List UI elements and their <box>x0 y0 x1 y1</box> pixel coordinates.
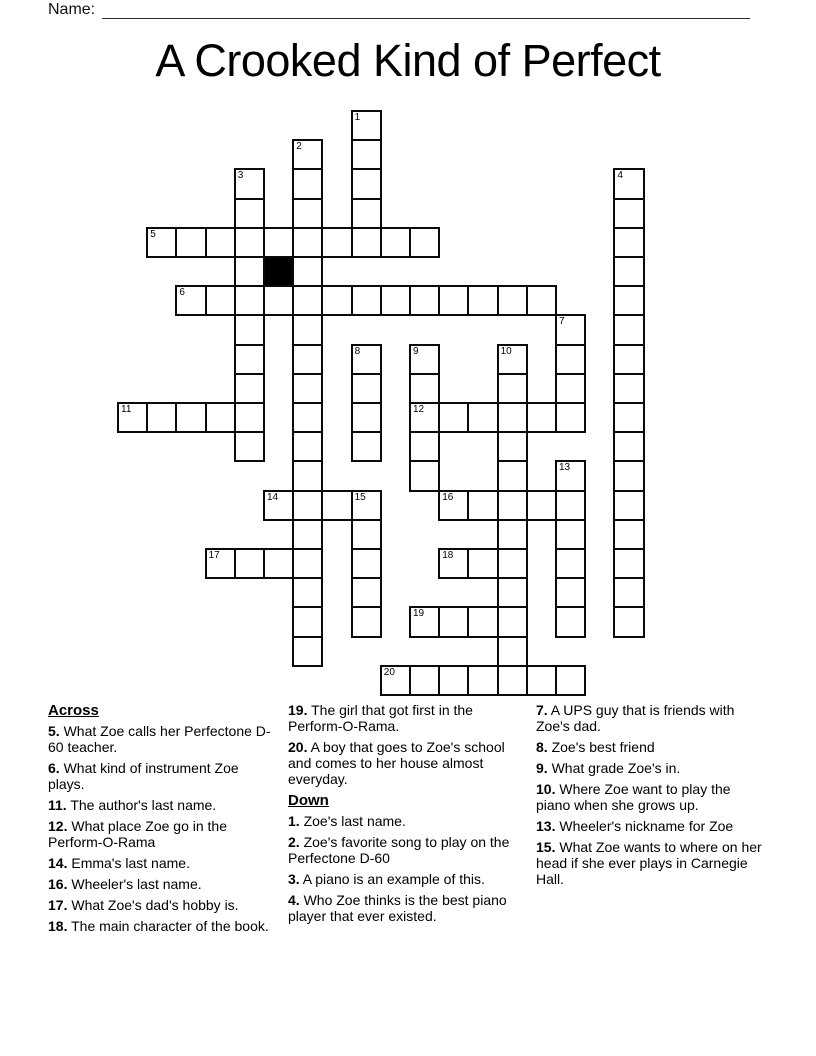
clue-number: 12. <box>48 818 68 834</box>
grid-cell[interactable] <box>234 344 265 375</box>
clue-14: 14. Emma's last name. <box>48 855 190 871</box>
name-label: Name: <box>48 1 96 18</box>
grid-cell[interactable] <box>234 227 265 258</box>
grid-cell[interactable] <box>351 344 382 375</box>
grid-cell[interactable] <box>205 227 236 258</box>
grid-cell[interactable] <box>438 402 469 433</box>
grid-cell[interactable] <box>613 344 644 375</box>
clue-12: 12. What place Zoe go in the Perform-O-Rama <box>48 818 228 850</box>
clue-5: 5. What Zoe calls her Perfectone D-60 teacher. <box>48 723 271 755</box>
grid-cell[interactable] <box>613 577 644 608</box>
clue-7: 7. A UPS guy that is friends with Zoe's dad. <box>536 702 735 734</box>
grid-cell[interactable] <box>438 490 469 521</box>
grid-cell[interactable] <box>351 198 382 229</box>
grid-cell[interactable] <box>497 285 528 316</box>
grid-cell[interactable] <box>438 548 469 579</box>
grid-cell[interactable] <box>438 285 469 316</box>
cell-number: 10 <box>500 345 512 357</box>
grid-cell[interactable] <box>292 198 323 229</box>
grid-cell[interactable] <box>351 606 382 637</box>
grid-cell[interactable] <box>555 314 586 345</box>
cell-number: 12 <box>413 404 425 415</box>
grid-cell[interactable] <box>380 285 411 316</box>
grid-cell[interactable] <box>613 373 644 404</box>
clue-19: 19. The girl that got first in the Perform-O-Rama. <box>288 702 473 734</box>
clue-column-3 <box>536 702 766 892</box>
grid-cell[interactable] <box>292 256 323 287</box>
cell-number: 20 <box>383 666 395 678</box>
grid-cell[interactable] <box>234 168 265 199</box>
grid-cell[interactable] <box>351 227 382 258</box>
grid-cell[interactable] <box>292 490 323 521</box>
cell-number: 5 <box>150 228 156 240</box>
grid-cell[interactable] <box>292 402 323 433</box>
grid-cell[interactable] <box>263 548 294 579</box>
page-title: A Crooked Kind of Perfect <box>155 35 661 86</box>
grid-cell[interactable] <box>497 490 528 521</box>
grid-cell[interactable] <box>497 548 528 579</box>
grid-cell[interactable] <box>613 227 644 258</box>
grid-cell[interactable] <box>292 344 323 375</box>
cell-number: 4 <box>617 170 623 182</box>
grid-cell[interactable] <box>292 314 323 345</box>
grid-cell[interactable] <box>555 519 586 550</box>
grid-cell[interactable] <box>205 548 236 579</box>
grid-cell[interactable] <box>292 431 323 462</box>
grid-cell[interactable] <box>234 548 265 579</box>
grid-cell[interactable] <box>497 344 528 375</box>
clue-number: 1. <box>288 813 300 829</box>
grid-cell[interactable] <box>438 606 469 637</box>
clue-number: 18. <box>48 918 68 934</box>
grid-cell[interactable] <box>467 490 498 521</box>
grid-cell[interactable] <box>292 636 323 667</box>
grid-cell[interactable] <box>613 431 644 462</box>
black-cell <box>263 256 294 287</box>
grid-cell[interactable] <box>555 344 586 375</box>
grid-cell[interactable] <box>351 110 382 141</box>
cell-number: 18 <box>442 550 454 561</box>
clue-number: 19. <box>288 702 308 718</box>
grid-cell[interactable] <box>497 519 528 550</box>
grid-cell[interactable] <box>380 227 411 258</box>
grid-cell[interactable] <box>613 606 644 637</box>
grid-cell[interactable] <box>351 431 382 462</box>
grid-cell[interactable] <box>409 402 440 433</box>
cell-number: 6 <box>179 287 185 299</box>
grid-cell[interactable] <box>351 490 382 521</box>
grid-cell[interactable] <box>351 402 382 433</box>
grid-cell[interactable] <box>205 402 236 433</box>
clue-number: 11. <box>48 797 67 813</box>
grid-cell[interactable] <box>409 285 440 316</box>
cell-number: 9 <box>413 345 419 357</box>
grid-cell[interactable] <box>467 548 498 579</box>
grid-cell[interactable] <box>234 285 265 316</box>
grid-cell[interactable] <box>292 168 323 199</box>
grid-cell[interactable] <box>409 606 440 637</box>
grid-cell[interactable] <box>526 490 557 521</box>
grid-cell[interactable] <box>234 402 265 433</box>
grid-cell[interactable] <box>526 665 557 696</box>
grid-cell[interactable] <box>438 665 469 696</box>
grid-cell[interactable] <box>555 665 586 696</box>
grid-cell[interactable] <box>409 227 440 258</box>
clue-number: 3. <box>288 871 300 887</box>
clue-number: 16. <box>48 876 68 892</box>
grid-cell[interactable] <box>613 460 644 491</box>
clue-number: 10. <box>536 781 556 797</box>
grid-cell[interactable] <box>292 519 323 550</box>
grid-cell[interactable] <box>234 314 265 345</box>
grid-cell[interactable] <box>292 548 323 579</box>
grid-cell[interactable] <box>555 548 586 579</box>
cell-number: 14 <box>267 491 279 503</box>
grid-cell[interactable] <box>409 344 440 375</box>
cell-number: 17 <box>208 550 220 561</box>
grid-cell[interactable] <box>351 139 382 170</box>
grid-cell[interactable] <box>292 577 323 608</box>
grid-cell[interactable] <box>234 198 265 229</box>
clue-number: 6. <box>48 760 60 776</box>
clue-4: 4. Who Zoe thinks is the best piano player that ever existed. <box>288 892 507 924</box>
clue-16: 16. Wheeler's last name. <box>48 876 202 892</box>
clue-number: 13. <box>536 818 556 834</box>
clue-number: 2. <box>288 834 300 850</box>
grid-cell[interactable] <box>613 548 644 579</box>
clue-number: 8. <box>536 739 548 755</box>
cell-number: 16 <box>442 491 454 503</box>
grid-cell[interactable] <box>409 431 440 462</box>
grid-cell[interactable] <box>321 227 352 258</box>
cell-number: 2 <box>296 141 302 153</box>
clue-1: 1. Zoe's last name. <box>288 813 406 829</box>
cell-number: 15 <box>354 491 366 503</box>
grid-cell[interactable] <box>613 519 644 550</box>
grid-cell[interactable] <box>351 548 382 579</box>
grid-cell[interactable] <box>526 285 557 316</box>
clue-number: 14. <box>48 855 68 871</box>
grid-cell[interactable] <box>292 460 323 491</box>
cell-number: 11 <box>121 404 132 415</box>
grid-cell[interactable] <box>351 285 382 316</box>
grid-cell[interactable] <box>409 665 440 696</box>
grid-cell[interactable] <box>467 606 498 637</box>
cell-number: 13 <box>559 462 571 474</box>
clue-13: 13. Wheeler's nickname for Zoe <box>536 818 734 834</box>
grid-cell[interactable] <box>351 519 382 550</box>
cell-number: 19 <box>413 608 425 620</box>
grid-cell[interactable] <box>146 227 177 258</box>
grid-cell[interactable] <box>555 373 586 404</box>
grid-cell[interactable] <box>263 490 294 521</box>
grid-cell[interactable] <box>555 577 586 608</box>
clue-8: 8. Zoe's best friend <box>536 739 655 755</box>
clue-9: 9. What grade Zoe's in. <box>536 760 681 776</box>
clue-3: 3. A piano is an example of this. <box>288 871 485 887</box>
grid-cell[interactable] <box>263 285 294 316</box>
grid-cell[interactable] <box>175 285 206 316</box>
grid-cell[interactable] <box>409 373 440 404</box>
grid-cell[interactable] <box>117 402 148 433</box>
grid-cell[interactable] <box>555 606 586 637</box>
grid-cell[interactable] <box>467 402 498 433</box>
down-clues-header: Down <box>288 792 329 809</box>
cell-number: 8 <box>354 345 361 357</box>
clue-17: 17. What Zoe's dad's hobby is. <box>48 897 239 913</box>
grid-cell[interactable] <box>497 460 528 491</box>
grid-cell[interactable] <box>205 285 236 316</box>
grid-cell[interactable] <box>409 460 440 491</box>
grid-cell[interactable] <box>613 314 644 345</box>
cell-number: 3 <box>237 170 244 182</box>
grid-cell[interactable] <box>613 256 644 287</box>
grid-cell[interactable] <box>146 402 177 433</box>
grid-cell[interactable] <box>292 227 323 258</box>
grid-cell[interactable] <box>351 577 382 608</box>
grid-cell[interactable] <box>497 402 528 433</box>
clue-20: 20. A boy that goes to Zoe's school and comes to her house almost everyday. <box>288 739 505 787</box>
grid-cell[interactable] <box>175 227 206 258</box>
grid-cell[interactable] <box>263 227 294 258</box>
grid-cell[interactable] <box>234 373 265 404</box>
clue-15: 15. What Zoe wants to where on her head if she ever plays in Carnegie Hall. <box>536 839 762 887</box>
grid-cell[interactable] <box>292 139 323 170</box>
clue-2: 2. Zoe's favorite song to play on the Perfectone D-60 <box>288 834 510 866</box>
clue-number: 15. <box>536 839 556 855</box>
grid-cell[interactable] <box>497 665 528 696</box>
grid-cell[interactable] <box>497 373 528 404</box>
grid-cell[interactable] <box>234 431 265 462</box>
cell-number: 1 <box>354 112 361 123</box>
grid-cell[interactable] <box>292 606 323 637</box>
grid-cell[interactable] <box>613 285 644 316</box>
clue-number: 5. <box>48 723 60 739</box>
grid-cell[interactable] <box>613 168 644 199</box>
clue-number: 20. <box>288 739 308 755</box>
grid-cell[interactable] <box>555 460 586 491</box>
grid-cell[interactable] <box>497 606 528 637</box>
clue-6: 6. What kind of instrument Zoe plays. <box>48 760 239 792</box>
clue-11: 11. The author's last name. <box>48 797 217 813</box>
clue-number: 9. <box>536 760 548 776</box>
grid-cell[interactable] <box>467 665 498 696</box>
grid-cell[interactable] <box>497 431 528 462</box>
grid-cell[interactable] <box>351 373 382 404</box>
grid-cell[interactable] <box>613 402 644 433</box>
grid-cell[interactable] <box>351 168 382 199</box>
across-clues-header: Across <box>48 702 99 719</box>
clue-number: 7. <box>536 702 548 718</box>
clue-number: 17. <box>48 897 68 913</box>
grid-cell[interactable] <box>467 285 498 316</box>
grid-cell[interactable] <box>321 490 352 521</box>
grid-cell[interactable] <box>175 402 206 433</box>
grid-cell[interactable] <box>380 665 411 696</box>
grid-cell[interactable] <box>555 402 586 433</box>
grid-cell[interactable] <box>526 402 557 433</box>
grid-cell[interactable] <box>321 285 352 316</box>
grid-cell[interactable] <box>234 256 265 287</box>
clue-column-2 <box>288 702 526 929</box>
cell-number: 7 <box>559 316 565 328</box>
grid-cell[interactable] <box>613 198 644 229</box>
grid-cell[interactable] <box>292 373 323 404</box>
grid-cell[interactable] <box>497 577 528 608</box>
clue-10: 10. Where Zoe want to play the piano when she grows up. <box>536 781 731 813</box>
clue-18: 18. The main character of the book. <box>48 918 269 934</box>
clue-number: 4. <box>288 892 300 908</box>
grid-cell[interactable] <box>613 490 644 521</box>
grid-cell[interactable] <box>497 636 528 667</box>
grid-cell[interactable] <box>292 285 323 316</box>
grid-cell[interactable] <box>555 490 586 521</box>
clue-column-1 <box>48 702 276 939</box>
